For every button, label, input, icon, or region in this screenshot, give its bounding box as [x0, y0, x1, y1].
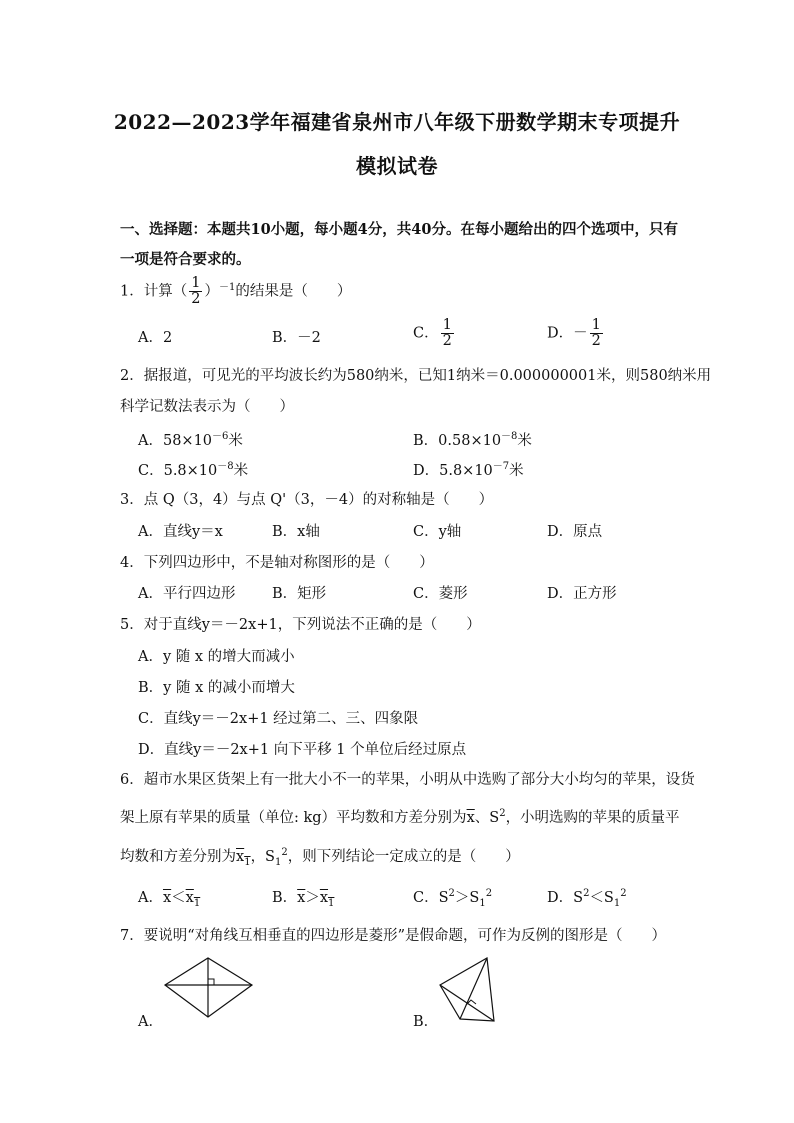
q3-option-a: A．直线y＝x: [138, 524, 223, 540]
question-1: 1．计算（ $\frac{1}{2}$ ）$^{-1}$的结果是（ ）: [120, 275, 352, 308]
q4-option-c: C．菱形: [413, 586, 468, 602]
q1-option-c: C． $\frac{1}{2}$: [413, 317, 452, 350]
q3-option-c: C．y轴: [413, 524, 462, 540]
question-2-cont: 科学记数法表示为（ ）: [120, 399, 294, 415]
section1-heading-cont: 一项是符合要求的。: [120, 251, 251, 268]
q5-option-d: D．直线y＝－2x+1 向下平移 1 个单位后经过原点: [138, 742, 467, 758]
q7-figure-a-rhombus: [160, 955, 260, 1020]
q7-option-b: B．: [413, 1014, 439, 1030]
question-7: 7．要说明“对角线互相垂直的四边形是菱形”是假命题，可作为反例的图形是（ ）: [120, 928, 667, 944]
q4-option-d: D．正方形: [547, 586, 617, 602]
q1-option-b: B．－2: [272, 330, 321, 346]
question-6-cont: 架上原有苹果的质量（单位: kg）平均数和方差分别为$\overline{x}$、$S^2$，小明选购的苹果的质量平: [120, 808, 680, 826]
q7-figure-b-quadrilateral: [432, 955, 502, 1025]
question-4: 4．下列四边形中，不是轴对称图形的是（ ）: [120, 555, 434, 571]
q4-option-a: A．平行四边形: [138, 586, 236, 602]
question-3: 3．点 Q（3，4）与点 Q'（3，－4）的对称轴是（ ）: [120, 492, 494, 508]
q4-option-b: B．矩形: [272, 586, 327, 602]
question-5: 5．对于直线y＝－2x+1，下列说法不正确的是（ ）: [120, 617, 481, 633]
q2-option-b: B．$0.58\times 10^{-8}$米: [413, 431, 532, 449]
question-2: 2．据报道，可见光的平均波长约为580纳米，已知1纳米＝0.000000001米，则580纳米用: [120, 368, 712, 384]
q2-option-a: A．$58\times 10^{-6}$米: [138, 431, 243, 449]
q5-option-c: C．直线y＝－2x+1 经过第二、三、四象限: [138, 711, 419, 727]
q2-option-d: D．$5.8\times 10^{-7}$米: [413, 461, 524, 479]
q5-option-a: A．y 随 x 的增大而减小: [138, 649, 295, 665]
q3-option-d: D．原点: [547, 524, 603, 540]
q6-option-b: B．$\overline{x}>x_1$: [272, 890, 335, 909]
q6-option-c: C．$S^2>S_1^2$: [413, 888, 493, 909]
q2-option-c: C．$5.8\times 10^{-8}$米: [138, 461, 249, 479]
section1-heading: 一、选择题：本题共10小题，每小题4分，共40分。在每小题给出的四个选项中，只有: [120, 221, 678, 238]
exam-title-line2: 模拟试卷: [356, 154, 438, 178]
question-6: 6．超市水果区货架上有一批大小不一的苹果，小明从中选购了部分大小均匀的苹果，设货: [120, 772, 695, 788]
q6-option-d: D．$S^2<S_1^2$: [547, 888, 627, 909]
exam-title-line1: 2022—2023学年福建省泉州市八年级下册数学期末专项提升: [113, 110, 681, 134]
fraction-one-half: $\frac{1}{2}$: [191, 275, 201, 308]
q6-option-a: A．$\overline{x}<x_1$: [138, 890, 201, 909]
q7-option-a: A．: [138, 1014, 163, 1030]
q1-option-d: D．－ $\frac{1}{2}$: [547, 317, 601, 350]
q3-option-b: B．x轴: [272, 524, 320, 540]
q1-option-a: A．2: [138, 330, 173, 346]
q5-option-b: B．y 随 x 的减小而增大: [138, 680, 295, 696]
question-6-cont2: 均数和方差分别为$x_1$，$S_1^2$，则下列结论一定成立的是（ ）: [120, 847, 520, 868]
